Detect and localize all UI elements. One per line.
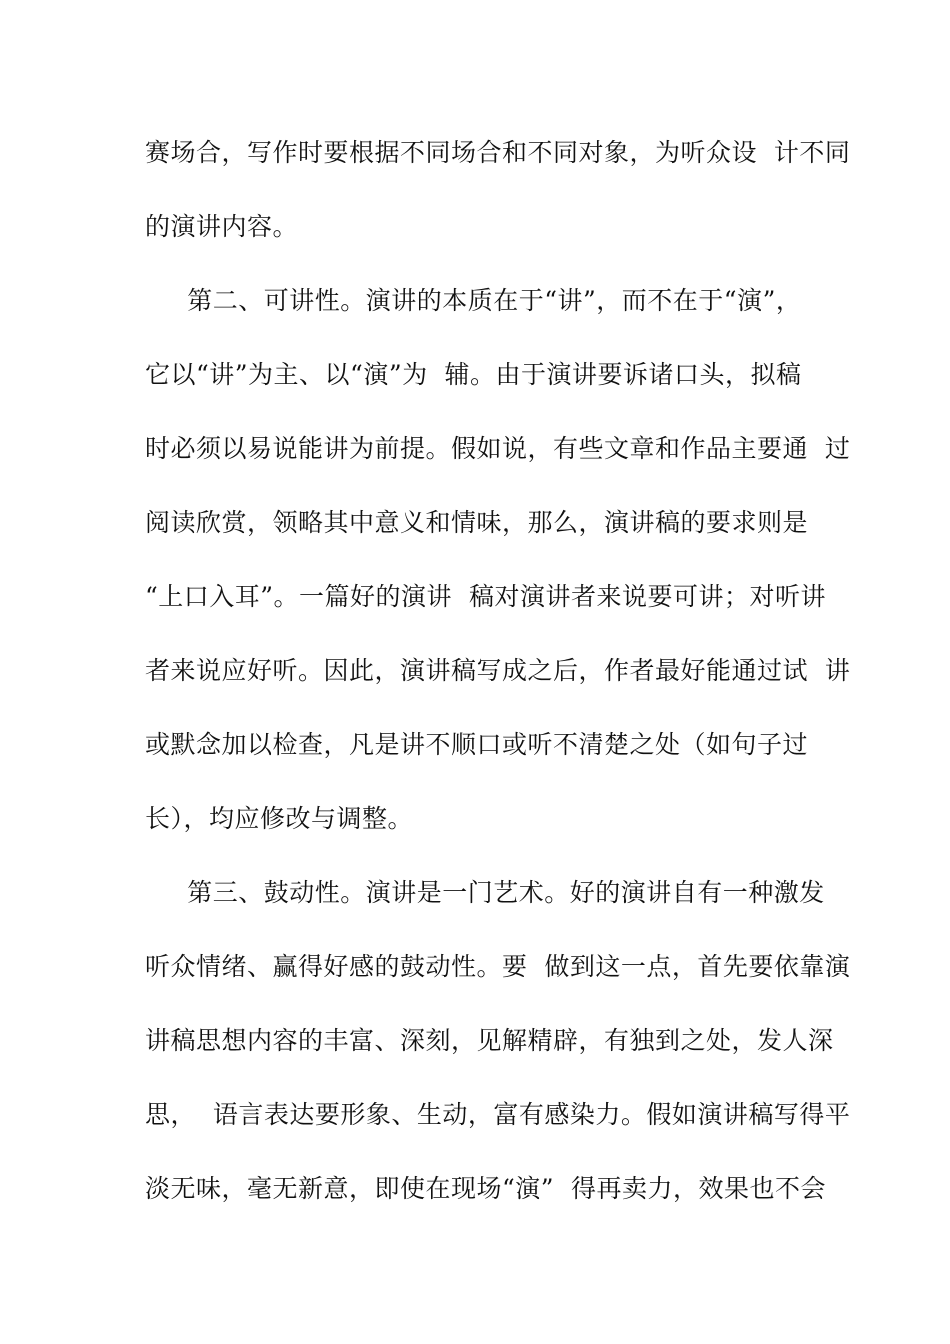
text-line: 的演讲内容。	[145, 212, 299, 241]
text-line: 长），均应修改与调整。	[145, 804, 414, 833]
text-line: 时必须以易说能讲为前提。假如说，有些文章和作品主要通 过	[145, 434, 851, 463]
text-line: 赛场合，写作时要根据不同场合和不同对象，为听众设 计不同	[145, 138, 851, 167]
text-line: 听众情绪、赢得好感的鼓动性。要 做到这一点，首先要依靠演	[145, 952, 851, 981]
text-line: “上口入耳”。一篇好的演讲 稿对演讲者来说要可讲；对听讲	[145, 582, 826, 611]
text-line: 思， 语言表达要形象、生动，富有感染力。假如演讲稿写得平	[145, 1100, 851, 1129]
text-line: 它以“讲”为主、以“演”为 辅。由于演讲要诉诸口头，拟稿	[145, 360, 802, 389]
text-line: 淡无味，毫无新意，即使在现场“演” 得再卖力，效果也不会	[145, 1174, 826, 1203]
text-line: 或默念加以检查，凡是讲不顺口或听不清楚之处（如句子过	[145, 730, 809, 759]
text-line: 者来说应好听。因此，演讲稿写成之后，作者最好能通过试 讲	[145, 656, 851, 685]
text-line: 讲稿思想内容的丰富、深刻，见解精辟，有独到之处，发人深	[145, 1026, 834, 1055]
text-line: 第三、鼓动性。演讲是一门艺术。好的演讲自有一种激发	[145, 878, 825, 907]
text-line: 阅读欣赏，领略其中意义和情味，那么，演讲稿的要求则是	[145, 508, 809, 537]
text-line: 第二、可讲性。演讲的本质在于“讲”，而不在于“演”，	[145, 286, 802, 315]
